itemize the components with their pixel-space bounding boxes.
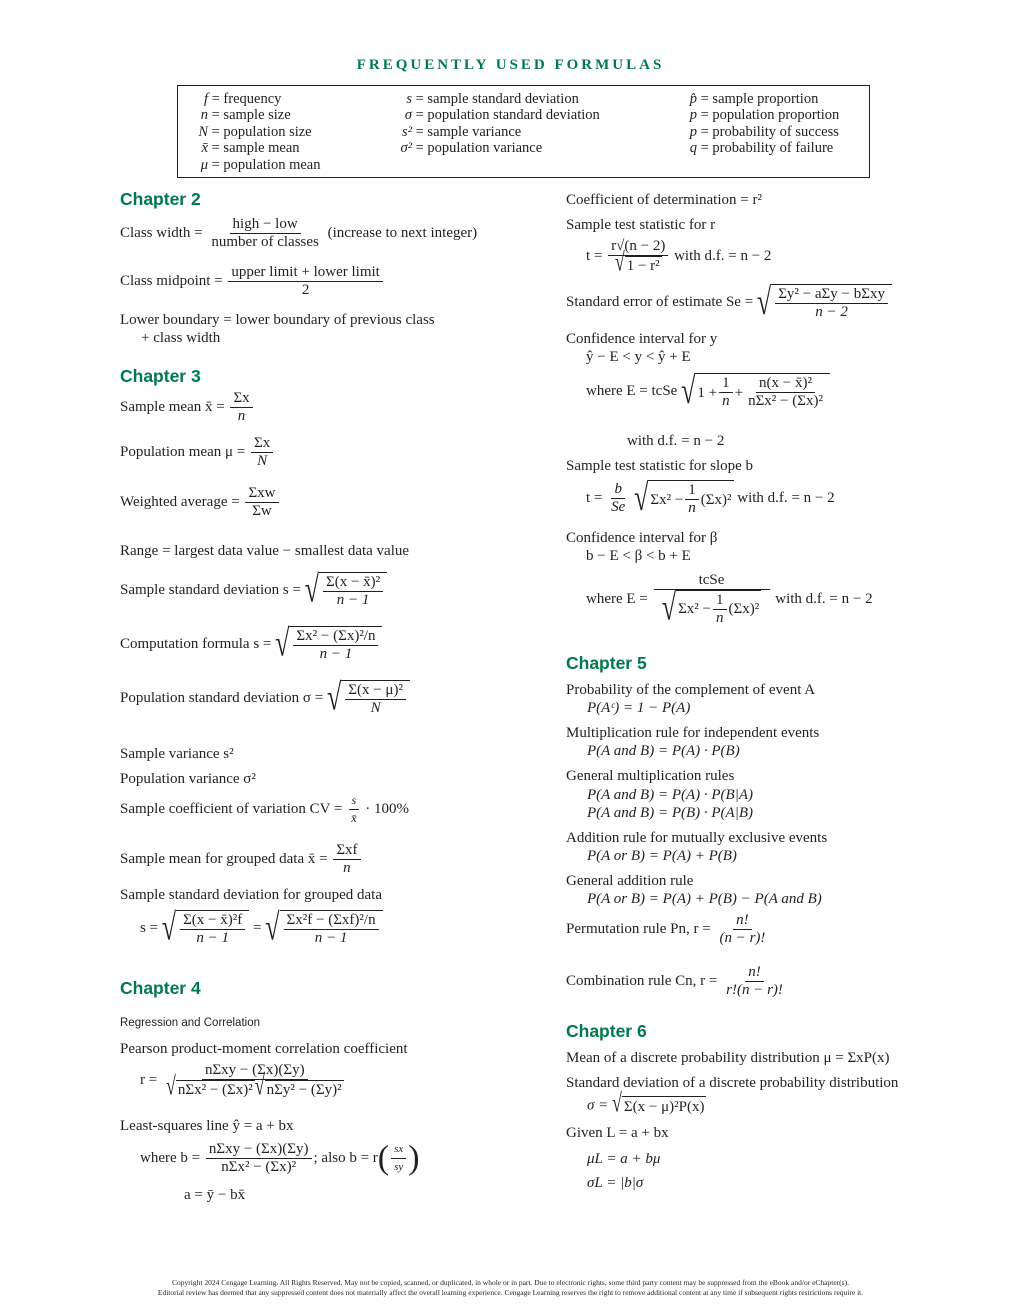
chapter-4-heading: Chapter 4 (120, 978, 201, 998)
population-mean-formula: Population mean μ = $\frac{\Sigma x}{N}$ (120, 435, 275, 470)
complement-label: Probability of the complement of event A (566, 682, 816, 698)
notation-column-2 (396, 91, 600, 157)
population-variance: Population variance σ² (120, 771, 256, 787)
notation-row: s² = sample variance (402, 123, 522, 140)
ci-y-expression: ŷ − E < y < ŷ + E (586, 349, 691, 365)
test-statistic-r-formula: t = r√(n − 2) √ 1 − r² with d.f. = n − 2 (586, 238, 772, 277)
lower-boundary-line1: Lower boundary = lower boundary of previous class (120, 312, 435, 328)
add-exclusive-expression: P(A or B) = P(A) + P(B) (587, 848, 737, 864)
pearson-formula: r = nΣxy − (Σx)(Σy) √ nΣx² − (Σx)² √ nΣy² − (Σy)² (140, 1062, 342, 1101)
sample-variance: Sample variance s² (120, 746, 234, 762)
notation-row: p̂ = sample proportion (689, 91, 819, 107)
notation-row: f = frequency (203, 91, 282, 107)
coefficient-of-determination: Coefficient of determination = r² (566, 192, 762, 208)
mu-L-formula: μL = a + bμ (587, 1151, 661, 1167)
general-mult-label: General multiplication rules (566, 768, 735, 784)
weighted-average-formula: Weighted average = $\frac{\text{Σxw}}{\Sigma w}$ (120, 485, 281, 520)
combination-rule: Combination rule Cn, r = $\frac{n!}{r!(n - r)!}$ (566, 964, 783, 998)
slope-test-formula: t = $\frac{b}{Se}$ √ Σx² − $\frac{1}{n}$ (Σx)² with d.f. = n − 2 (586, 476, 835, 519)
complement-expression: P(Aᶜ) = 1 − P(A) (587, 700, 691, 716)
chapter-6-heading: Chapter 6 (566, 1021, 647, 1041)
general-add-expression: P(A or B) = P(A) + P(B) − P(A and B) (587, 891, 822, 907)
grouped-sd-formula: s = √ $\frac{\text{Σ(x − x̄)²f}}{n - 1}$ = √ $\frac{\text{Σx²f − (Σxf)²/n}}{n - 1}$ (140, 910, 383, 947)
notation-row: x̄ = sample mean (201, 140, 300, 157)
general-mult-expression-2: P(A and B) = P(B) · P(A|B) (587, 805, 753, 821)
sample-sd-formula: Sample standard deviation s = √ $\frac{\text{Σ(x − x̄)²}}{n - 1}$ (120, 572, 387, 609)
ci-y-error-formula: where E = tcSe √ 1 + $\frac{1}{n}$ + $\frac{\text{n(x − x̄)²}}{\text{nΣx² − (Σx)²}}$ (586, 373, 830, 410)
notation-row: p = population proportion (689, 107, 840, 124)
general-mult-expression-1: P(A and B) = P(A) · P(B|A) (587, 787, 753, 803)
notation-row: μ = population mean (200, 156, 321, 173)
general-add-label: General addition rule (566, 873, 694, 889)
slope-b-formula: where b = $\frac{\text{nΣxy − (Σx)(Σy)}}{\text{nΣx² − (Σx)²}}$ ; also b = r( $\frac{sx}{sy}$ ) (140, 1139, 420, 1177)
standard-error-formula: Standard error of estimate Se = √ $\frac{\text{Σy² − aΣy − bΣxy}}{n - 2}$ (566, 284, 892, 321)
notation-row: σ = population standard deviation (404, 107, 600, 124)
least-squares-line: Least-squares line ŷ = a + bx (120, 1118, 294, 1134)
computation-formula: Computation formula s = √ $\frac{\text{Σx² − (Σx)²/n}}{n - 1}$ (120, 626, 382, 663)
sample-mean-formula: Sample mean x̄ = $\frac{\Sigma x}{n}$ (120, 390, 255, 425)
notation-row: σ² = population variance (400, 140, 543, 157)
population-sd-formula: Population standard deviation σ = √ $\frac{\text{Σ(x − μ)²}}{N}$ (120, 680, 410, 717)
ci-y-label: Confidence interval for y (566, 331, 718, 347)
chapter-5-heading: Chapter 5 (566, 653, 647, 673)
sigma-L-formula: σL = |b|σ (587, 1175, 644, 1191)
class-midpoint-formula: Class midpoint = $\frac{\text{upper limit + lower limit}}{2}$ (120, 264, 385, 299)
discrete-sd-formula: σ = √ Σ(x − μ)²P(x) (587, 1088, 705, 1118)
mult-independent-label: Multiplication rule for independent events (566, 725, 820, 741)
chapter-3-heading: Chapter 3 (120, 366, 201, 386)
notation-legend-box (177, 85, 870, 178)
ci-y-df: with d.f. = n − 2 (627, 433, 725, 449)
add-exclusive-label: Addition rule for mutually exclusive events (566, 830, 828, 846)
mult-independent-expression: P(A and B) = P(A) · P(B) (587, 743, 740, 759)
notation-row: N = population size (198, 123, 312, 140)
discrete-mean-formula: Mean of a discrete probability distribution μ = ΣxP(x) (566, 1050, 890, 1066)
slope-test-label: Sample test statistic for slope b (566, 458, 754, 474)
notation-row: p = probability of success (689, 123, 839, 140)
footer-line-2: Editorial review has deemed that any suppressed content does not materially affect the overall learning experience. Cengage Learning reserves the right to remove additional content at any time if subsequent rights restrictions require it. (157, 1288, 864, 1297)
page-title: FREQUENTLY USED FORMULAS (356, 57, 665, 73)
class-width-formula: Class width = $\frac{\text{high − low}}{\text{number of classes}}$ (increase to next integer) (120, 216, 478, 250)
pearson-label: Pearson product-moment correlation coefficient (120, 1041, 408, 1057)
chapter-2-heading: Chapter 2 (120, 189, 201, 209)
notation-column-1 (188, 91, 320, 173)
test-statistic-r-label: Sample test statistic for r (566, 217, 716, 233)
copyright-footer (0, 1278, 1021, 1298)
ci-beta-error-formula: where E = tcSe √ Σx² − $\frac{1}{n}$ (Σx)² with d.f. = n − 2 (586, 572, 873, 629)
range-formula: Range = largest data value − smallest data value (120, 543, 410, 559)
lower-boundary-line2: + class width (141, 330, 221, 346)
regression-subheading: Regression and Correlation (120, 1017, 260, 1029)
ci-beta-label: Confidence interval for β (566, 530, 718, 546)
notation-row: s = sample standard deviation (406, 91, 579, 107)
grouped-sd-heading: Sample standard deviation for grouped data (120, 887, 383, 903)
class-midpoint-fraction: $\frac{\text{upper limit + lower limit}}{2}$ (228, 264, 382, 299)
permutation-rule: Permutation rule Pn, r = $\frac{n!}{(n - r)!}$ (566, 912, 766, 946)
given-L: Given L = a + bx (566, 1125, 669, 1141)
ci-beta-expression: b − E < β < b + E (586, 548, 691, 564)
notation-column-3 (683, 91, 839, 157)
class-width-fraction: $\frac{\text{high − low}}{\text{number of classes}}$ (211, 216, 319, 250)
notation-row: q = probability of failure (689, 140, 834, 157)
notation-row: n = sample size (200, 107, 291, 124)
intercept-a-formula: a = ȳ − bx̄ (184, 1187, 246, 1203)
footer-line-1: Copyright 2024 Cengage Learning. All Rights Reserved. May not be copied, scanned, or duplicated, in whole or in part. Due to electronic rights, some third party content may be suppressed from the eBook and/or eChapter(s). (172, 1278, 849, 1287)
grouped-mean-formula: Sample mean for grouped data x̄ = $\frac{\text{Σxf}}{n}$ (120, 842, 363, 877)
coefficient-of-variation-formula: Sample coefficient of variation CV = $\frac{s}{x̄}$ · 100% (120, 793, 410, 825)
discrete-sd-label: Standard deviation of a discrete probability distribution (566, 1075, 899, 1091)
